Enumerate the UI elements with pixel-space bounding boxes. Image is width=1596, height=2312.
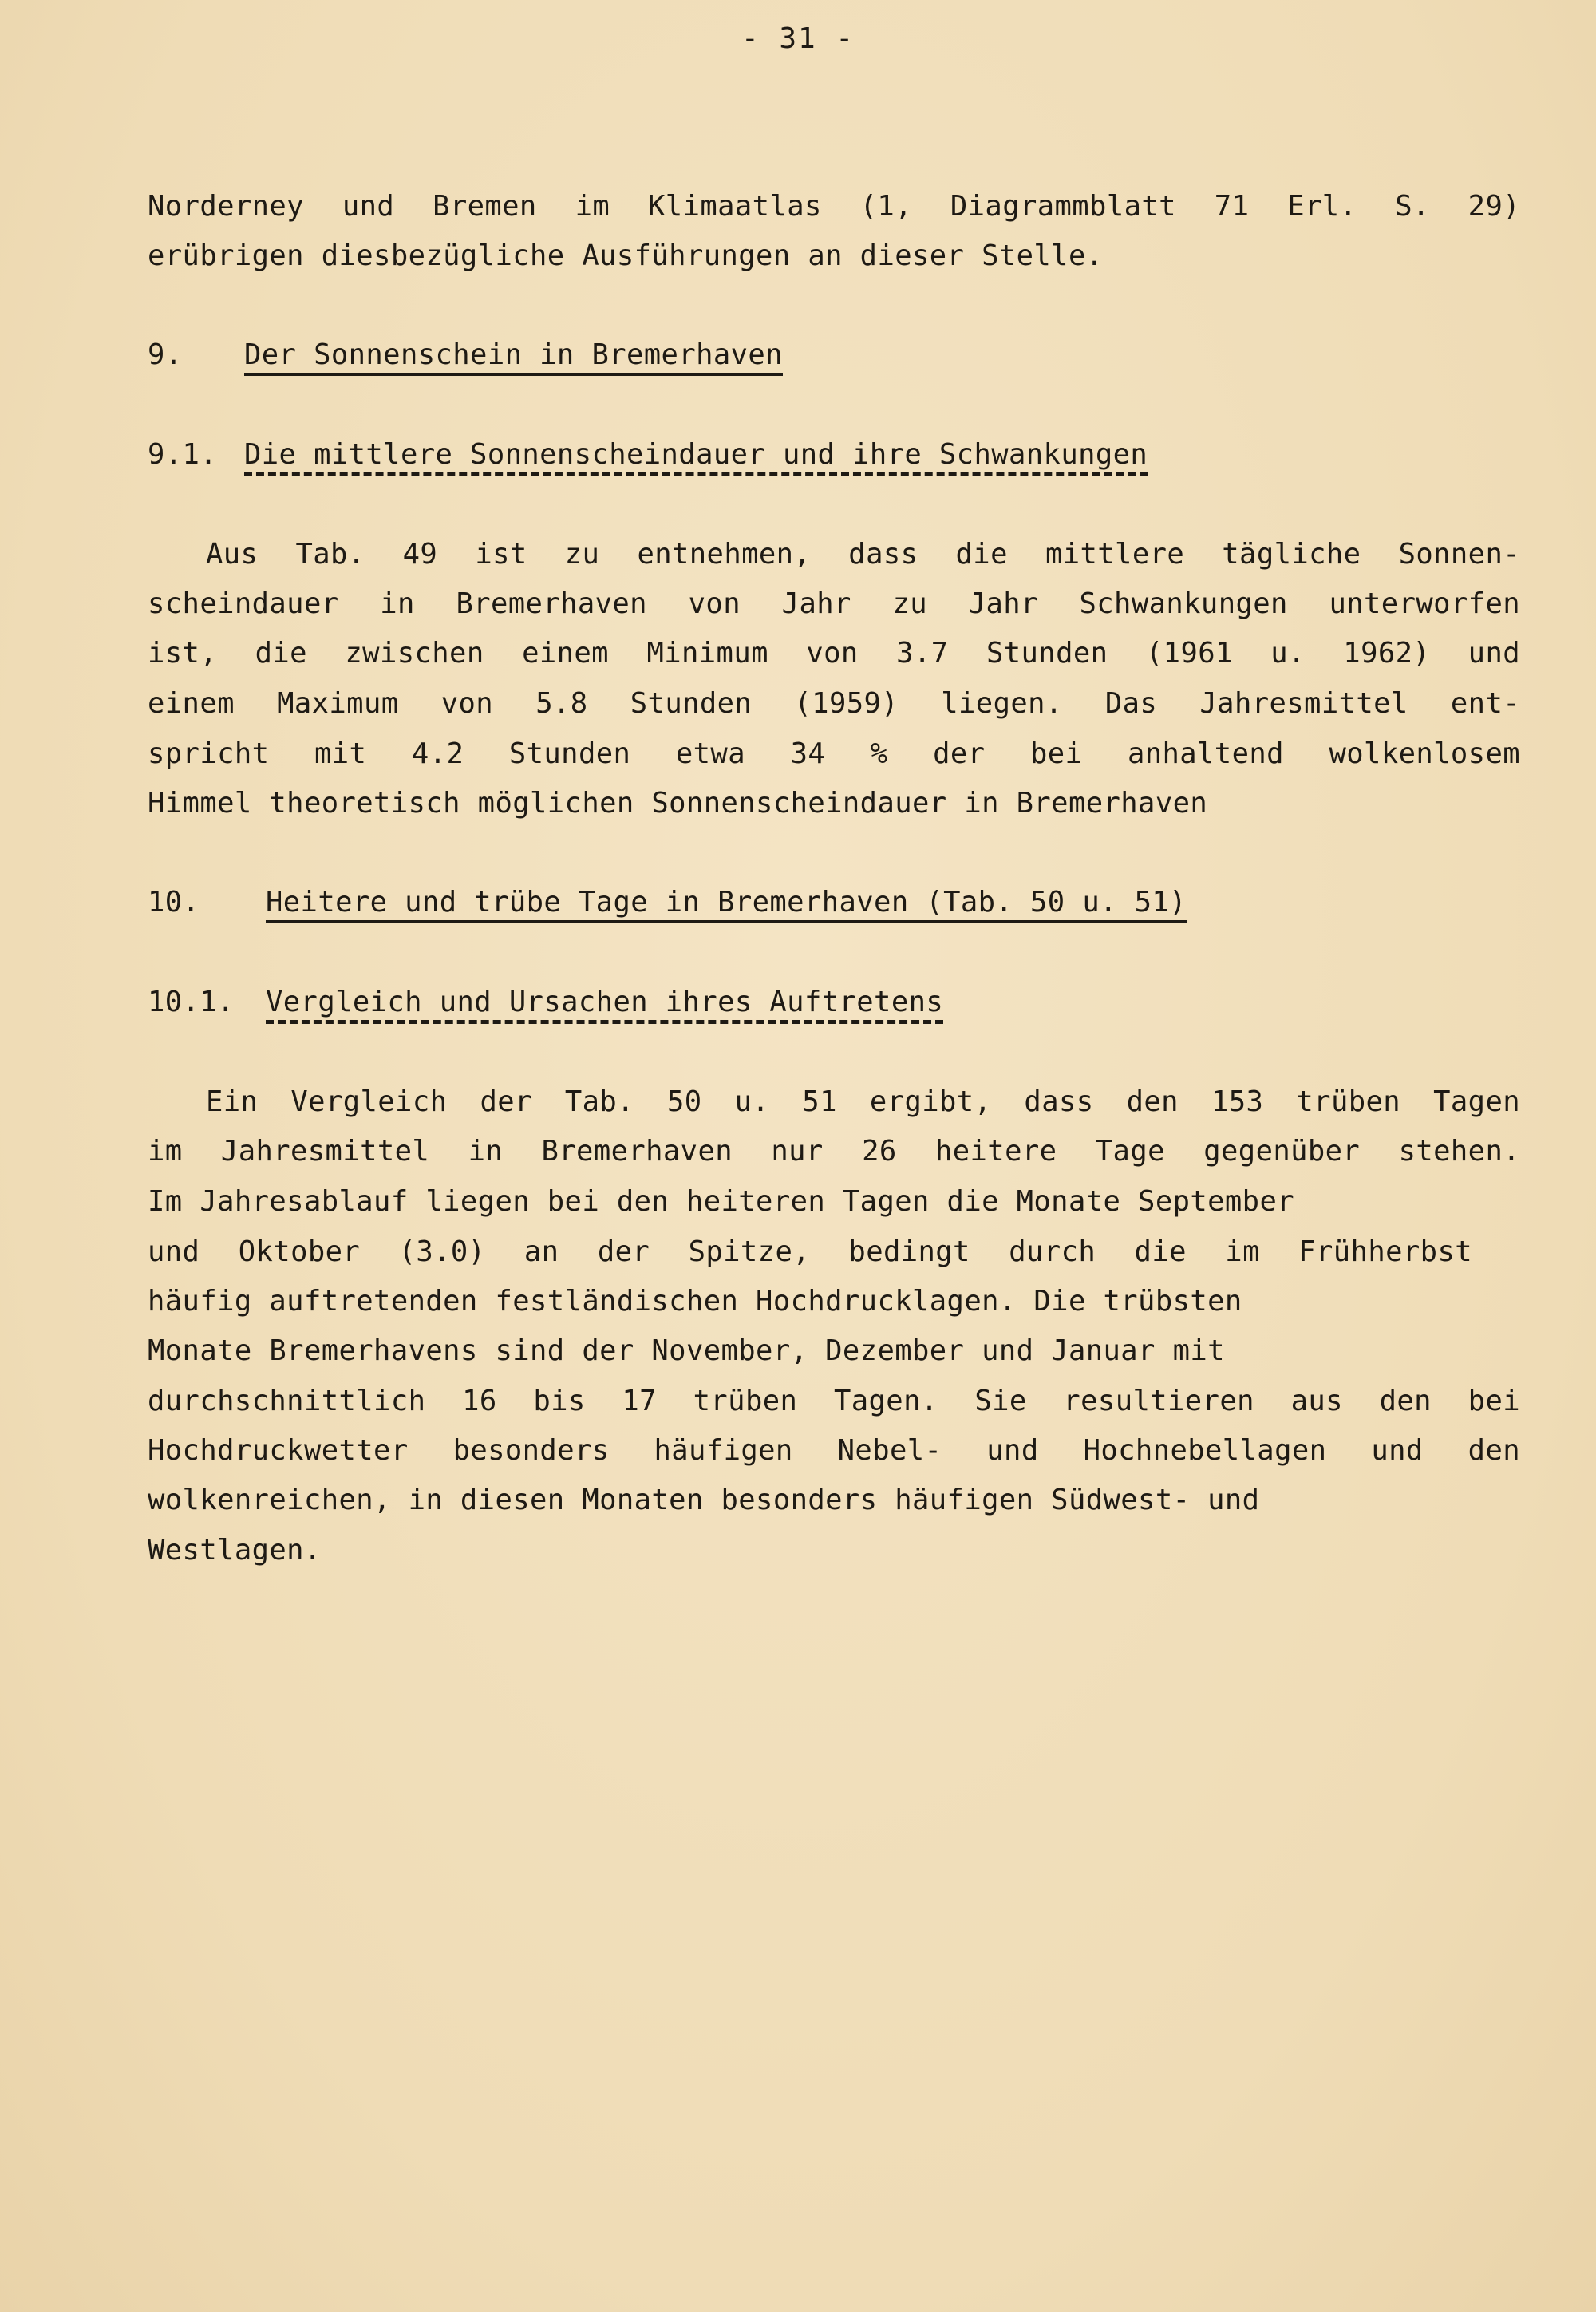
para2-line-5: häufig auftretenden festländischen Hochdrucklagen. Die trübsten (148, 1285, 1242, 1318)
para2-line-10: Westlagen. (148, 1534, 322, 1567)
para2-line-7: durchschnittlich 16 bis 17 trüben Tagen. Sie resultieren aus den bei (148, 1385, 1520, 1417)
para1-line-6: Himmel theoretisch möglichen Sonnenscheindauer in Bremerhaven (148, 787, 1208, 820)
para1-line-4: einem Maximum von 5.8 Stunden (1959) liegen. Das Jahresmittel ent- (148, 687, 1520, 720)
page-number: - 31 - (741, 22, 855, 55)
para1-line-2: scheindauer in Bremerhaven von Jahr zu Jahr Schwankungen unterworfen (148, 587, 1520, 620)
section-10-number: 10. (148, 886, 200, 919)
para1-line-3: ist, die zwischen einem Minimum von 3.7 Stunden (1961 u. 1962) und (148, 637, 1520, 670)
section-10-1-number: 10.1. (148, 986, 235, 1018)
section-10-title: Heitere und trübe Tage in Bremerhaven (Tab. 50 u. 51) (266, 886, 1187, 923)
para2-line-2: im Jahresmittel in Bremerhaven nur 26 heitere Tage gegenüber stehen. (148, 1135, 1520, 1168)
section-9-title: Der Sonnenschein in Bremerhaven (244, 338, 783, 376)
intro-line-2: erübrigen diesbezügliche Ausführungen an dieser Stelle. (148, 239, 1104, 272)
para1-line-1: Aus Tab. 49 ist zu entnehmen, dass die mittlere tägliche Sonnen- (206, 538, 1520, 571)
para2-line-4: und Oktober (3.0) an der Spitze, bedingt durch die im Frühherbst (148, 1235, 1472, 1268)
section-9-number: 9. (148, 338, 183, 371)
section-9-1-title: Die mittlere Sonnenscheindauer und ihre Schwankungen (244, 438, 1148, 476)
para2-line-3: Im Jahresablauf liegen bei den heiteren Tagen die Monate September (148, 1185, 1295, 1218)
section-10-1-title: Vergleich und Ursachen ihres Auftretens (266, 986, 943, 1024)
section-9-1-number: 9.1. (148, 438, 218, 471)
para1-line-5: spricht mit 4.2 Stunden etwa 34 % der bei anhaltend wolkenlosem (148, 737, 1520, 770)
para2-line-8: Hochdruckwetter besonders häufigen Nebel- und Hochnebellagen und den (148, 1434, 1520, 1467)
para2-line-9: wolkenreichen, in diesen Monaten besonders häufigen Südwest- und (148, 1484, 1260, 1516)
para2-line-6: Monate Bremerhavens sind der November, Dezember und Januar mit (148, 1334, 1225, 1367)
para2-line-1: Ein Vergleich der Tab. 50 u. 51 ergibt, dass den 153 trüben Tagen (206, 1085, 1520, 1118)
intro-line-1: Norderney und Bremen im Klimaatlas (1, Diagrammblatt 71 Erl. S. 29) (148, 190, 1520, 223)
